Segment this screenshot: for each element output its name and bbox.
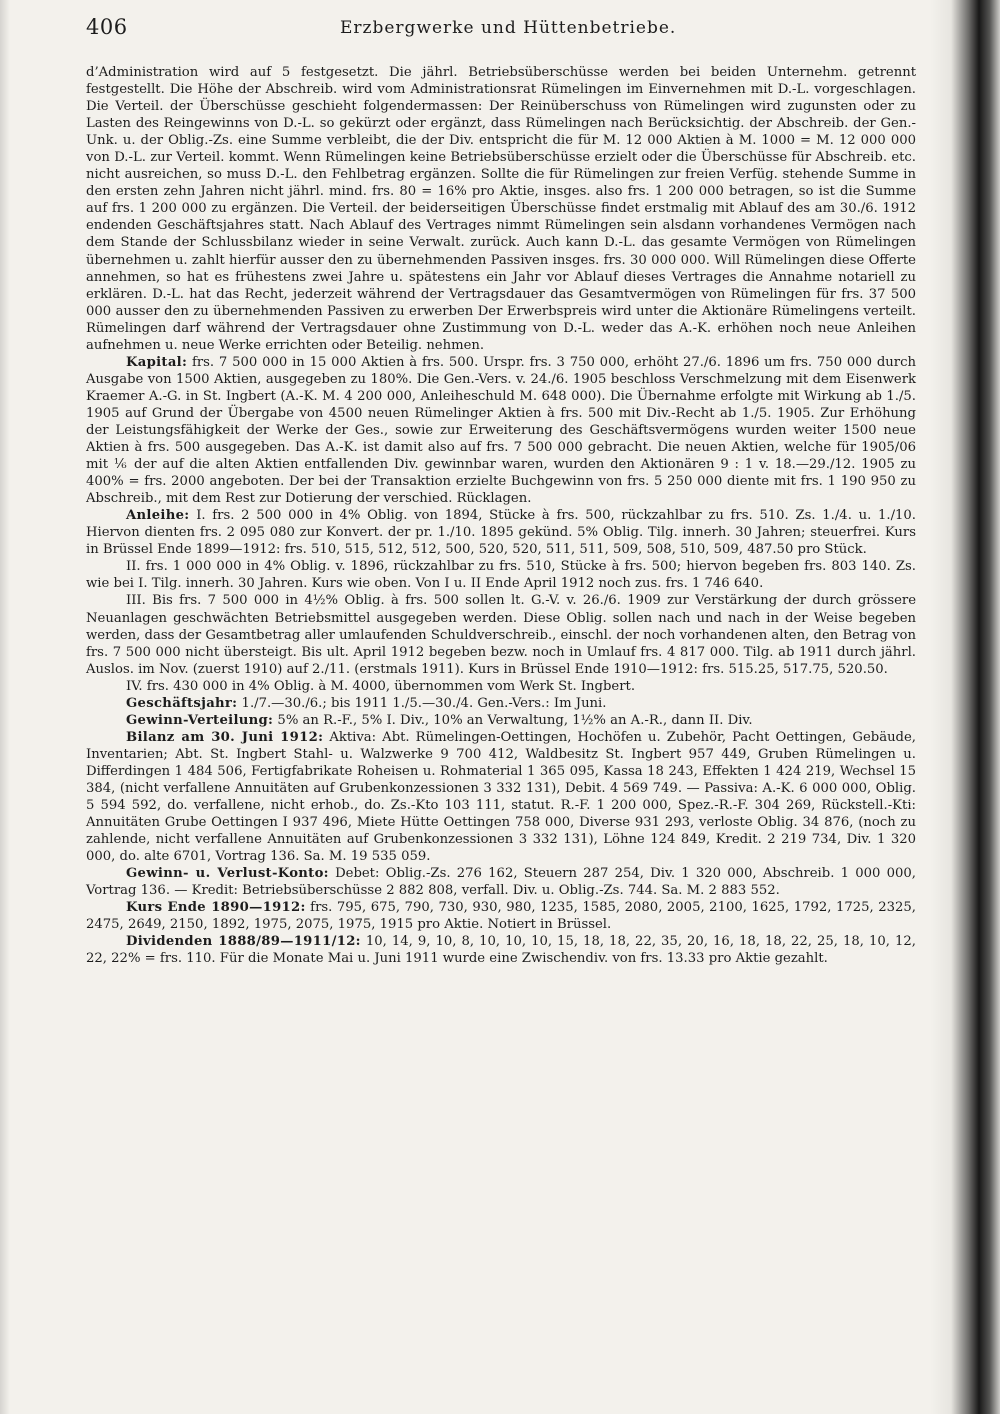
section-label: Kapital: <box>126 354 188 370</box>
paragraph-bilanz <box>86 729 916 865</box>
page-binding-shadow <box>930 0 1000 1414</box>
paragraph-text: 1./7.—30./6.; bis 1911 1./5.—30./4. Gen.-Vers.: Im Juni. <box>237 695 607 711</box>
page-number: 406 <box>86 15 128 39</box>
paragraph-gewinn-verlust <box>86 865 916 899</box>
paragraph-gewinn-verteilung <box>86 712 916 729</box>
paragraph-anleihe-iv <box>86 678 916 695</box>
paragraph-anleihe <box>86 507 916 558</box>
page-left-edge <box>0 0 10 1414</box>
section-label: Anleihe: <box>126 508 190 524</box>
paragraph-text: d’Administration wird auf 5 festgesetzt. Die jährl. Betriebsüberschüsse werden bei beiden Unternehm. getrennt festgestellt. Die Höhe der Abschreib. wird vom Administrationsrat Rümelingen im Einvernehmen mit D.-L. vorgeschlagen. Die Verteil. der Überschüsse geschieht folgendermassen: Der Reinüberschuss von Rümelingen wird zugunsten oder zu Lasten des Reingewinns von D.-L. so gekürzt oder ergänzt, dass Rümelingen nach Berücksichtig. der Abschreib. der Gen.-Unk. u. der Oblig.-Zs. eine Summe verbleibt, die der Div. entspricht die für M. 12 000 Aktien à M. 1000 = M. 12 000 000 von D.-L. zur Verteil. kommt. Wenn Rümelingen keine Betriebsüberschüsse erzielt oder die Überschüsse für Abschreib. etc. nicht ausreichen, so muss D.-L. den Fehlbetrag ergänzen. Sollte die für Rümelingen zur freien Verfüg. stehende Summe in den ersten zehn Jahren nicht jährl. mind. frs. 80 = 16% pro Aktie, insges. also frs. 1 200 000 betragen, so ist die Summe auf frs. 1 200 000 zu ergänzen. Die Verteil. der beiderseitigen Überschüsse findet erstmalig mit Ablauf des am 30./6. 1912 endenden Geschäftsjahres statt. Nach Ablauf des Vertrages nimmt Rümelingen sein alsdann vorhandenes Vermögen nach dem Stande der Schlussbilanz wieder in seine Verwalt. zurück. Auch kann D.-L. das gesamte Vermögen von Rümelingen übernehmen u. zahlt hierfür ausser den zu übernehmenden Passiven insges. frs. 30 000 000. Will Rümelingen diese Offerte annehmen, so hat es frühestens zwei Jahre u. spätestens ein Jahr vor Ablauf dieses Vertrages die Annahme notariell zu erklären. D.-L. hat das Recht, jederzeit während der Vertragsdauer das Gesamtvermögen von Rümelingen für frs. 37 500 000 ausser den zu übernehmenden Passiven zu erwerben Der Erwerbspreis wird unter die Aktionäre Rümelingens verteilt. Rümelingen darf während der Vertragsdauer ohne Zustimmung von D.-L. weder das A.-K. erhöhen noch neue Anleihen aufnehmen u. neue Werke errichten oder Beteilig. nehmen. <box>86 65 916 353</box>
section-label: Kurs Ende 1890—1912: <box>126 900 306 916</box>
paragraph-text: III. Bis frs. 7 500 000 in 4½% Oblig. à frs. 500 sollen lt. G.-V. v. 26./6. 1909 zur Verstärkung der durch grössere Neuanlagen geschwächten Betriebsmittel ausgegeben werden. Diese Oblig. sollen nach und nach in der Weise begeben werden, dass der Gesamtbetrag aller umlaufenden Schuldverschreib., einschl. der noch vorhandenen alten, den Betrag von frs. 7 500 000 nicht übersteigt. Bis ult. April 1912 begeben bezw. noch in Umlauf frs. 4 817 000. Tilg. ab 1911 durch jährl. Auslos. im Nov. (zuerst 1910) auf 2./11. (erstmals 1911). Kurs in Brüssel Ende 1910—1912: frs. 515.25, 517.75, 520.50. <box>86 593 916 677</box>
paragraph-text: IV. frs. 430 000 in 4% Oblig. à M. 4000, übernommen vom Werk St. Ingbert. <box>126 678 636 694</box>
section-label: Bilanz am 30. Juni 1912: <box>126 729 324 745</box>
paragraph-kapital <box>86 354 916 507</box>
section-label: Gewinn-Verteilung: <box>126 712 274 728</box>
paragraph-text: Debet: Oblig.-Zs. 276 162, Steuern 287 254, Div. 1 320 000, Abschreib. 1 000 000, Vortrag 136. — Kredit: Betriebsüberschüsse 2 882 808, verfall. Div. u. Oblig.-Zs. 744. Sa. M. 2 883 552. <box>86 866 916 899</box>
paragraph-text: I. frs. 2 500 000 in 4% Oblig. von 1894, Stücke à frs. 500, rückzahlbar zu frs. 510. Zs. 1./4. u. 1./10. Hiervon dienten frs. 2 095 080 zur Konvert. der pr. 1./10. 1895 gekünd. 5% Oblig. Tilg. innerh. 30 Jahren; steuerfrei. Kurs in Brüssel Ende 1899—1912: frs. 510, 515, 512, 512, 500, 520, 520, 511, 511, 509, 508, 510, 509, 487.50 pro Stück. <box>86 508 916 558</box>
paragraph-intro <box>86 64 916 354</box>
body-text <box>86 64 916 967</box>
paragraph-geschaeftsjahr <box>86 695 916 712</box>
paragraph-dividenden <box>86 933 916 967</box>
paragraph-text: frs. 7 500 000 in 15 000 Aktien à frs. 500. Urspr. frs. 3 750 000, erhöht 27./6. 1896 um frs. 750 000 durch Ausgabe von 1500 Aktien, ausgegeben zu 180%. Die Gen.-Vers. v. 24./6. 1905 beschloss Verschmelzung mit dem Eisenwerk Kraemer A.-G. in St. Ingbert (A.-K. M. 4 200 000, Anleiheschuld M. 648 000). Die Übernahme erfolgte mit Wirkung ab 1./5. 1905 auf Grund der Übergabe von 4500 neuen Rümelinger Aktien à frs. 500 mit Div.-Recht ab 1./5. 1905. Zur Erhöhung der Leistungsfähigkeit der Werke der Ges., sowie zur Erweiterung des Geschäftsvermögens wurden weiter 1500 neue Aktien à frs. 500 ausgegeben. Das A.-K. ist damit also auf frs. 7 500 000 gebracht. Die neuen Aktien, welche für 1905/06 mit ⅙ der auf die alten Aktien entfallenden Div. gewinnbar waren, wurden den Aktionären 9 : 1 v. 18.—29./12. 1905 zu 400% = frs. 2000 angeboten. Der bei der Transaktion erzielte Buchgewinn von frs. 5 250 000 diente mit frs. 1 190 950 zu Abschreib., mit dem Rest zur Dotierung der verschied. Rücklagen. <box>86 354 916 507</box>
paragraph-text: II. frs. 1 000 000 in 4% Oblig. v. 1896, rückzahlbar zu frs. 510, Stücke à frs. 500; hiervon begeben frs. 803 140. Zs. wie bei I. Tilg. innerh. 30 Jahren. Kurs wie oben. Von I u. II Ende April 1912 noch zus. frs. 1 746 640. <box>86 559 916 592</box>
paragraph-text: 5% an R.-F., 5% I. Div., 10% an Verwaltung, 1½% an A.-R., dann II. Div. <box>273 712 753 728</box>
paragraph-anleihe-iii <box>86 592 916 677</box>
paragraph-text: 10, 14, 9, 10, 8, 10, 10, 10, 15, 18, 18, 22, 35, 20, 16, 18, 18, 22, 25, 18, 10, 12, 22, 22% = frs. 110. Für die Monate Mai u. Juni 1911 wurde eine Zwischendiv. von frs. 13.33 pro Aktie gezahlt. <box>86 934 916 967</box>
paragraph-text: Aktiva: Abt. Rümelingen-Oettingen, Hochöfen u. Zubehör, Pacht Oettingen, Gebäude, Inventarien; Abt. St. Ingbert Stahl- u. Walzwerke 9 700 412, Waldbesitz St. Ingbert 957 449, Gruben Rümelingen u. Differdingen 1 484 506, Fertigfabrikate Roheisen u. Rohmaterial 1 365 095, Kassa 18 243, Effekten 1 424 219, Wechsel 15 384, (nicht verfallene Annuitäten auf Grubenkonzessionen 3 332 131), Debit. 4 569 749. — Passiva: A.-K. 6 000 000, Oblig. 5 594 592, do. verfallene, nicht erhob., do. Zs.-Kto 103 111, statut. R.-F. 1 200 000, Spez.-R.-F. 304 269, Rückstell.-Kti: Annuitäten Grube Oettingen I 937 496, Miete Hütte Oettingen 758 000, Diverse 931 293, verloste Oblig. 34 876, (noch zu zahlende, nicht verfallene Annuitäten auf Grubenkonzessionen 3 332 131), Löhne 124 849, Kredit. 2 219 734, Div. 1 320 000, do. alte 6701, Vortrag 136. Sa. M. 19 535 059. <box>86 729 916 865</box>
section-label: Geschäftsjahr: <box>126 695 238 711</box>
paragraph-text: frs. 795, 675, 790, 730, 930, 980, 1235, 1585, 2080, 2005, 2100, 1625, 1792, 1725, 2325, 2475, 2649, 2150, 1892, 1975, 2075, 1975, 1915 pro Aktie. Notiert in Brüssel. <box>86 900 916 933</box>
section-label: Gewinn- u. Verlust-Konto: <box>126 866 329 882</box>
paragraph-kurs <box>86 899 916 933</box>
section-label: Dividenden 1888/89—1911/12: <box>126 934 361 950</box>
paragraph-anleihe-ii <box>86 558 916 592</box>
running-title: Erzbergwerke und Hüttenbetriebe. <box>340 18 677 38</box>
